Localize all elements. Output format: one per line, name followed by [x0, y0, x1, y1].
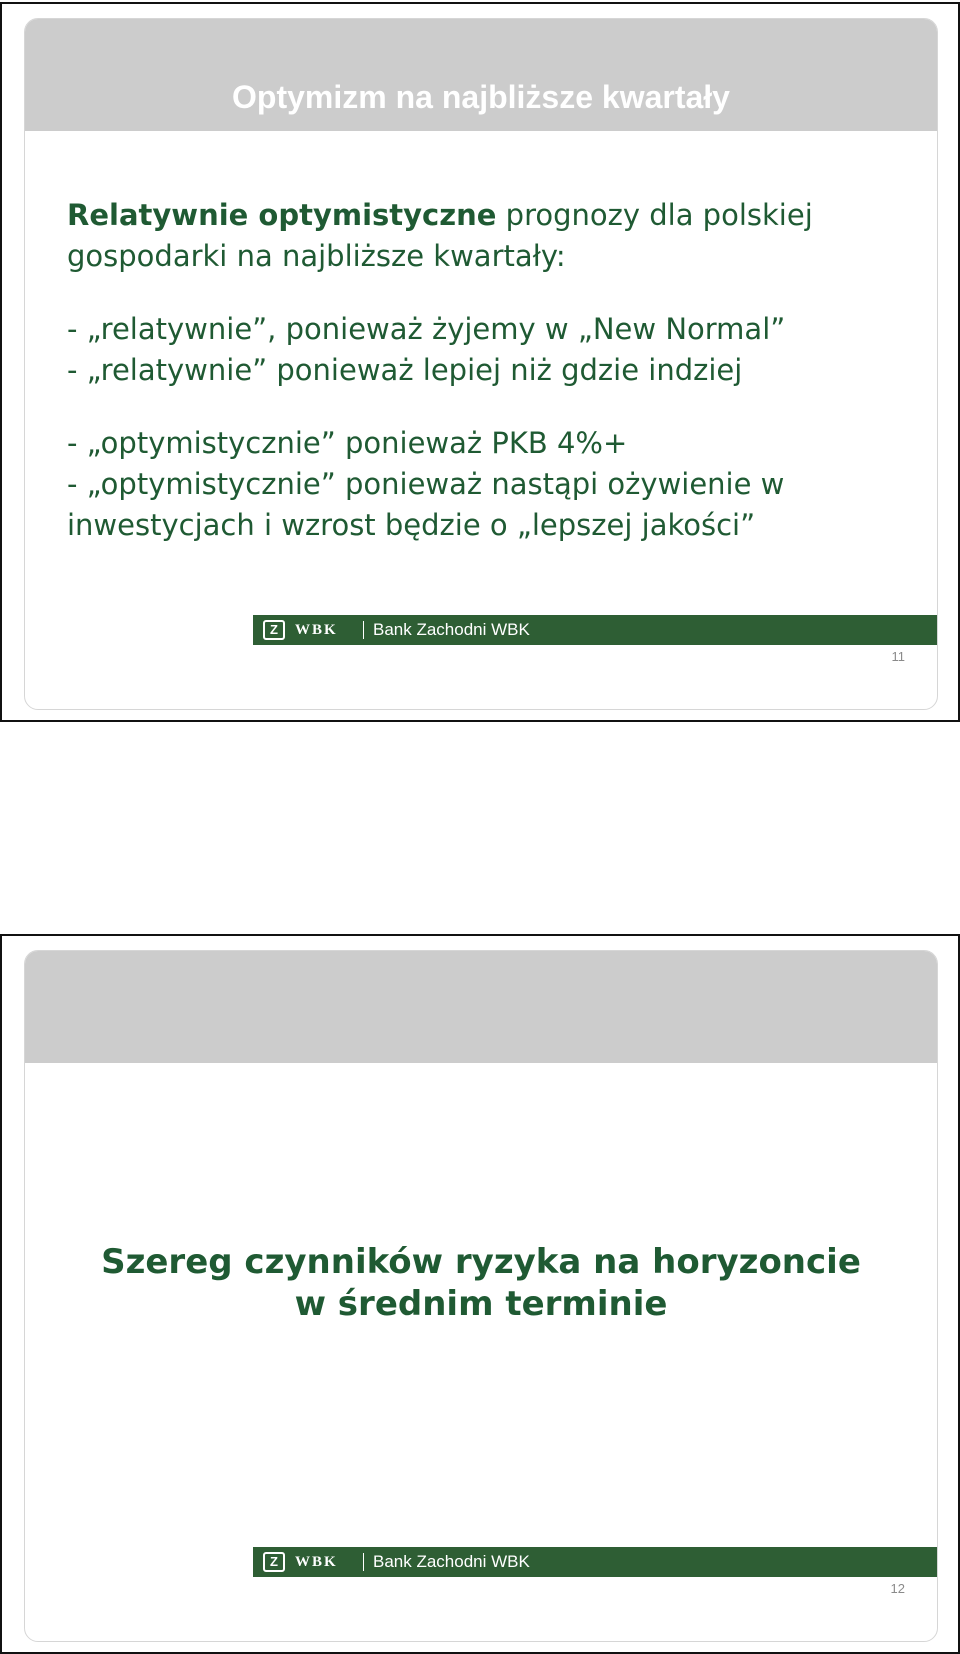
slide-title: Optymizm na najbliższe kwartały: [232, 79, 730, 115]
lead-line-1: [67, 195, 917, 236]
bullet-line: - „relatywnie”, ponieważ żyjemy w „New Normal”: [67, 312, 786, 346]
bank-logo-wordmark: WBK: [295, 1554, 338, 1570]
lead-line-2: gospodarki na najbliższe kwartały:: [67, 239, 566, 273]
slide-11: [0, 2, 960, 722]
slide-12: [0, 934, 960, 1654]
brand-divider: [363, 621, 364, 639]
bullet-line: - „relatywnie” ponieważ lepiej niż gdzie indziej: [67, 353, 743, 387]
lead-bold-text: Relatywnie optymistyczne: [67, 198, 497, 232]
slide-header-band: [25, 951, 937, 1063]
bullet-line: inwestycjach i wzrost będzie o „lepszej jakości”: [67, 508, 756, 542]
bank-logo-icon: Z: [263, 1552, 285, 1572]
bank-name: Bank Zachodni WBK: [373, 620, 530, 639]
lead-rest-text: prognozy dla polskiej: [496, 198, 813, 232]
brand-footer-bar: [253, 1547, 937, 1577]
slide-canvas: [24, 18, 938, 710]
bullet-line: - „optymistycznie” ponieważ nastąpi ożywienie w: [67, 467, 785, 501]
slide-canvas: [24, 950, 938, 1642]
bank-logo-wordmark: WBK: [295, 622, 338, 638]
page-number: 12: [890, 1581, 905, 1596]
slide-body: [67, 195, 917, 546]
bank-logo-icon: Z: [263, 620, 285, 640]
bullet-line: - „optymistycznie” ponieważ PKB 4%+: [67, 426, 628, 460]
section-title-line-2: w średnim terminie: [294, 1284, 668, 1324]
section-title-line-1: Szereg czynników ryzyka na horyzoncie: [101, 1242, 861, 1282]
brand-footer-bar: [253, 615, 937, 645]
brand-divider: [363, 1553, 364, 1571]
bank-name: Bank Zachodni WBK: [373, 1552, 530, 1571]
page-number: 11: [891, 649, 905, 664]
section-title: [25, 1241, 937, 1325]
